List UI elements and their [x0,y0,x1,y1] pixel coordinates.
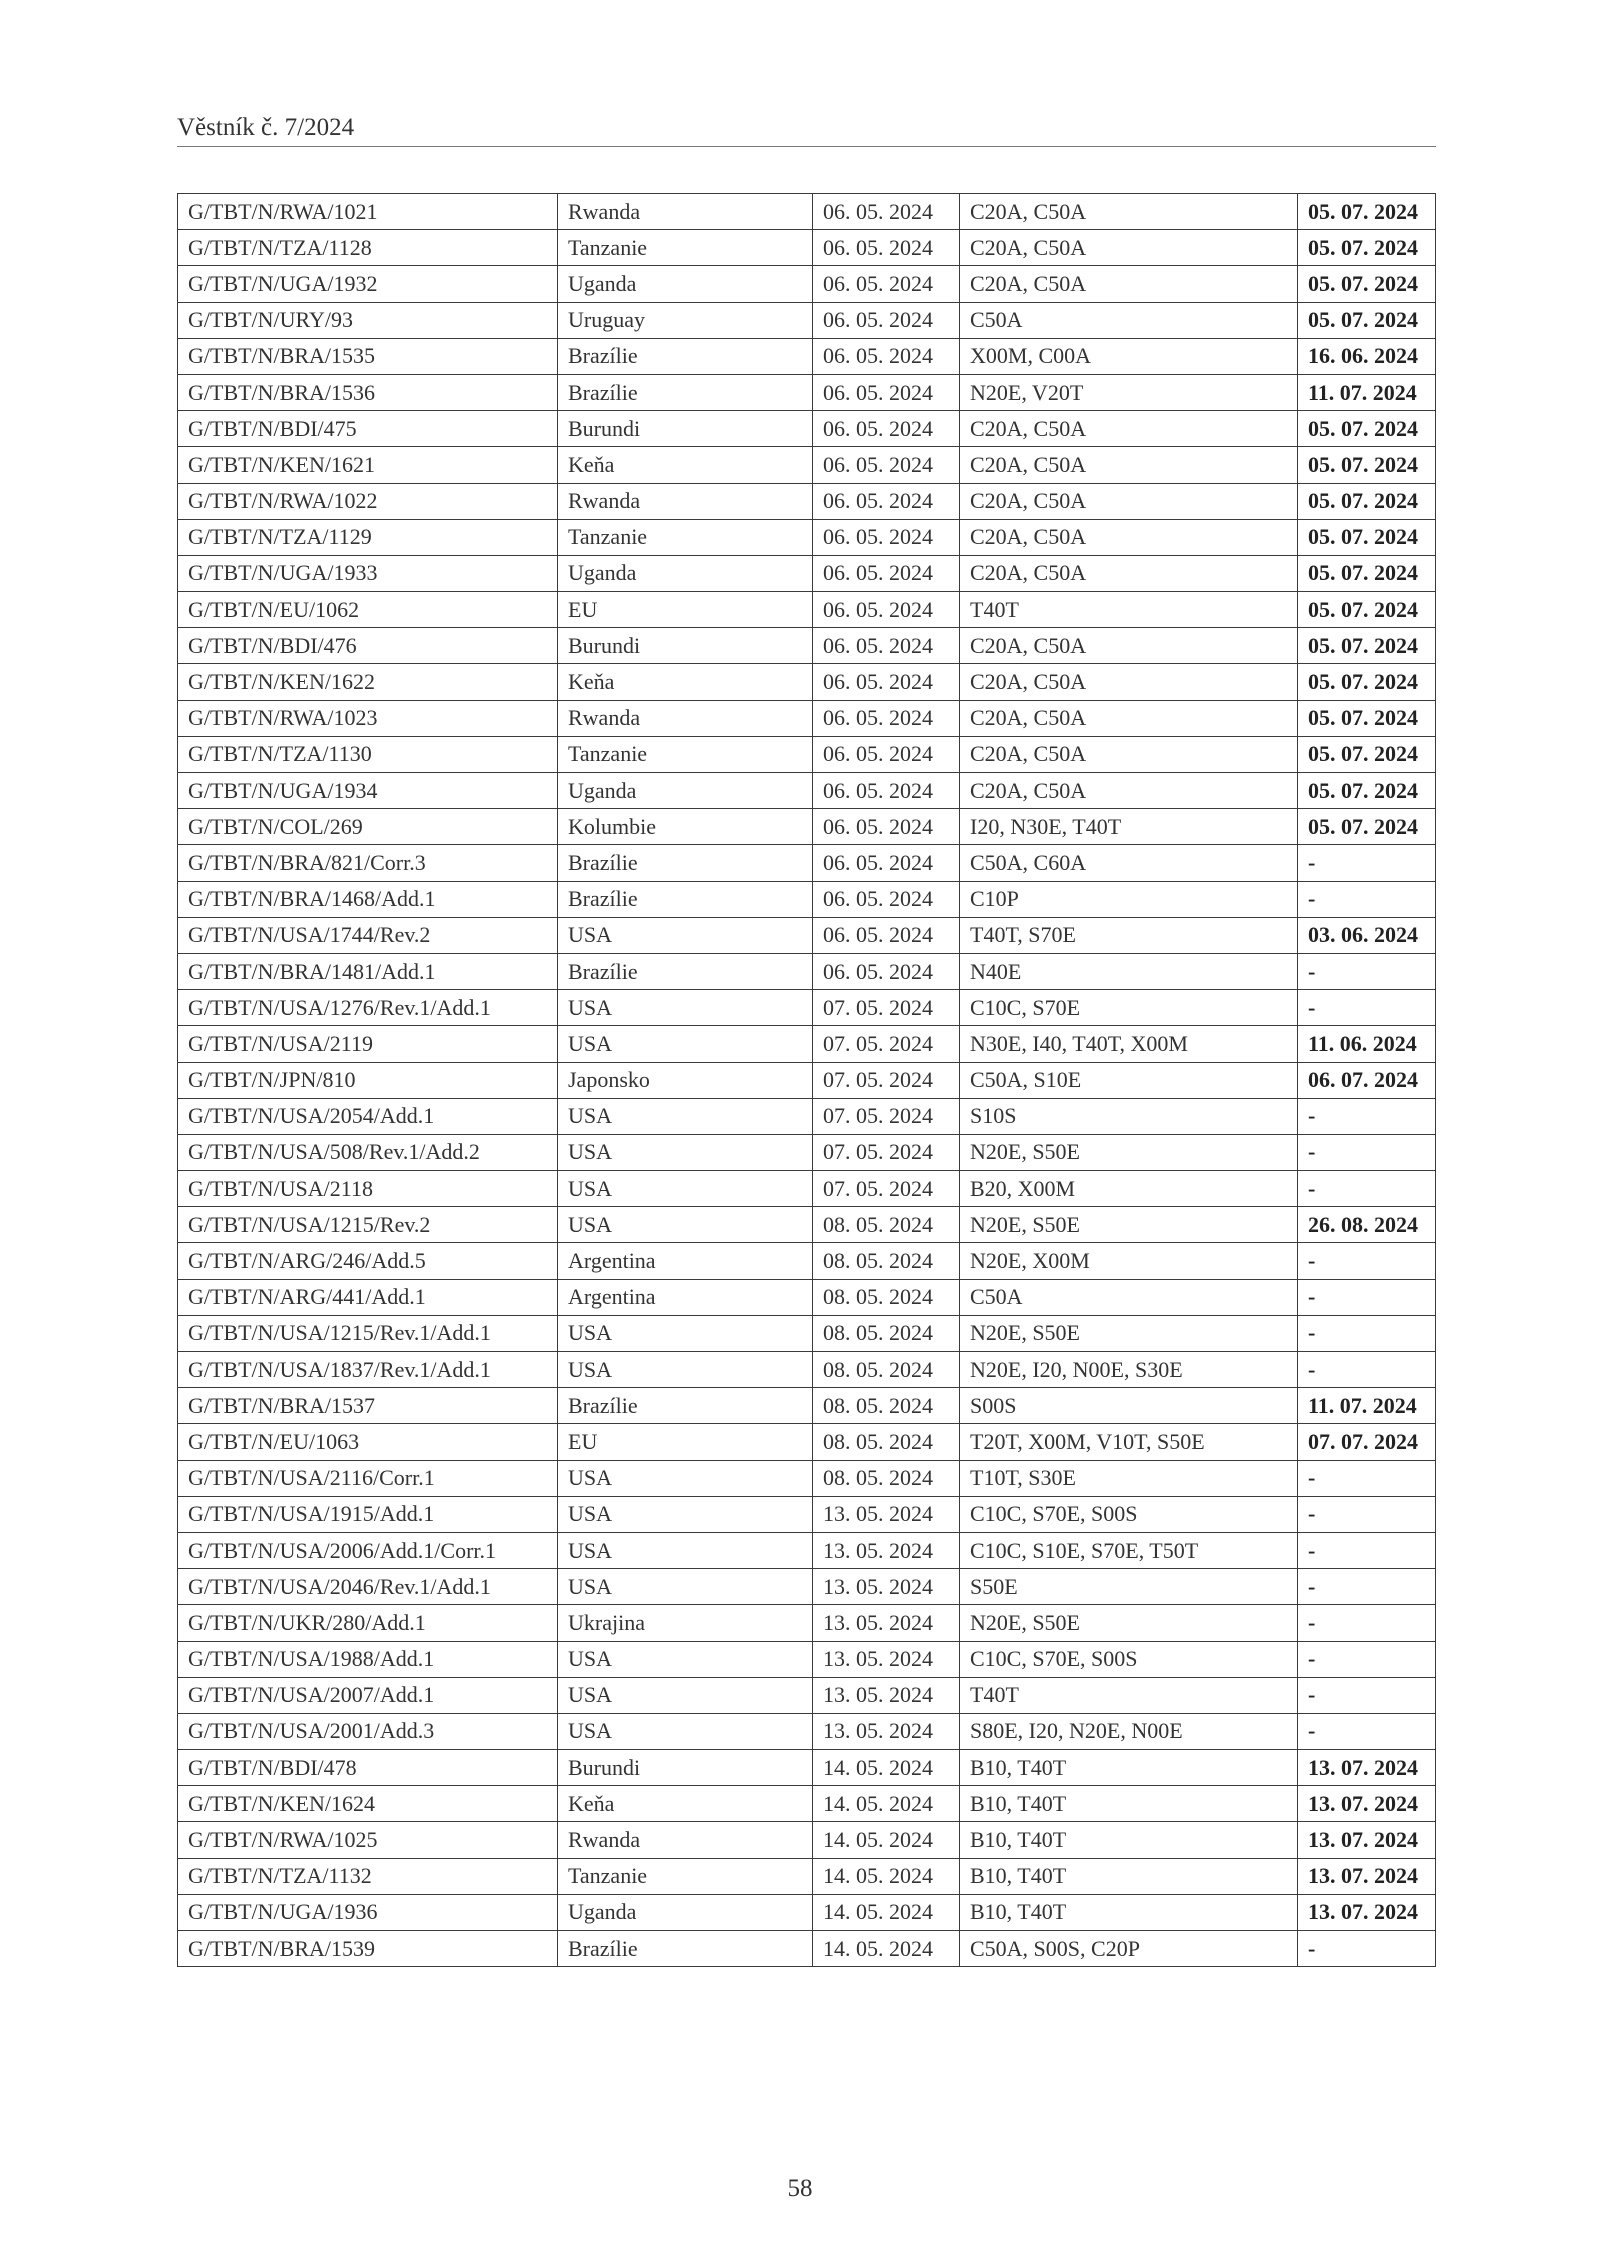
ics-codes-cell: C20A, C50A [960,664,1298,700]
date-cell: 13. 05. 2024 [813,1677,960,1713]
table-row [178,1894,1436,1930]
country-cell: Burundi [558,1750,813,1786]
deadline-cell: 05. 07. 2024 [1298,809,1436,845]
deadline-cell: - [1298,1352,1436,1388]
country-cell: Japonsko [558,1062,813,1098]
ics-codes-cell: N20E, S50E [960,1207,1298,1243]
date-cell: 06. 05. 2024 [813,230,960,266]
ics-codes-cell: B10, T40T [960,1750,1298,1786]
deadline-cell: 13. 07. 2024 [1298,1858,1436,1894]
notification-code-cell: G/TBT/N/KEN/1622 [178,664,558,700]
notification-code-cell: G/TBT/N/EU/1063 [178,1424,558,1460]
notification-code-cell: G/TBT/N/BRA/1539 [178,1931,558,1967]
date-cell: 13. 05. 2024 [813,1713,960,1749]
notification-code-cell: G/TBT/N/JPN/810 [178,1062,558,1098]
table-row [178,338,1436,374]
deadline-cell: 05. 07. 2024 [1298,519,1436,555]
date-cell: 06. 05. 2024 [813,194,960,230]
notification-code-cell: G/TBT/N/KEN/1624 [178,1786,558,1822]
deadline-cell: 11. 07. 2024 [1298,1388,1436,1424]
date-cell: 14. 05. 2024 [813,1931,960,1967]
date-cell: 06. 05. 2024 [813,845,960,881]
date-cell: 06. 05. 2024 [813,338,960,374]
table-row [178,1532,1436,1568]
notification-code-cell: G/TBT/N/UGA/1934 [178,773,558,809]
date-cell: 08. 05. 2024 [813,1279,960,1315]
date-cell: 08. 05. 2024 [813,1243,960,1279]
notification-code-cell: G/TBT/N/USA/2054/Add.1 [178,1098,558,1134]
date-cell: 07. 05. 2024 [813,1171,960,1207]
ics-codes-cell: C20A, C50A [960,194,1298,230]
ics-codes-cell: N30E, I40, T40T, X00M [960,1026,1298,1062]
ics-codes-cell: C10C, S70E, S00S [960,1641,1298,1677]
table-row [178,411,1436,447]
table-row [178,917,1436,953]
notification-code-cell: G/TBT/N/TZA/1132 [178,1858,558,1894]
table-row [178,1822,1436,1858]
date-cell: 06. 05. 2024 [813,555,960,591]
deadline-cell: - [1298,1713,1436,1749]
date-cell: 06. 05. 2024 [813,411,960,447]
deadline-cell: 05. 07. 2024 [1298,773,1436,809]
notification-code-cell: G/TBT/N/BRA/1535 [178,338,558,374]
notification-code-cell: G/TBT/N/RWA/1022 [178,483,558,519]
table-row [178,1134,1436,1170]
ics-codes-cell: S10S [960,1098,1298,1134]
date-cell: 08. 05. 2024 [813,1207,960,1243]
notification-code-cell: G/TBT/N/URY/93 [178,302,558,338]
country-cell: Tanzanie [558,519,813,555]
country-cell: USA [558,990,813,1026]
ics-codes-cell: S80E, I20, N20E, N00E [960,1713,1298,1749]
notification-code-cell: G/TBT/N/USA/1744/Rev.2 [178,917,558,953]
table-row [178,1098,1436,1134]
country-cell: EU [558,1424,813,1460]
notification-code-cell: G/TBT/N/UGA/1936 [178,1894,558,1930]
notification-code-cell: G/TBT/N/USA/1988/Add.1 [178,1641,558,1677]
deadline-cell: 05. 07. 2024 [1298,700,1436,736]
table-row [178,1279,1436,1315]
table-row [178,230,1436,266]
deadline-cell: - [1298,953,1436,989]
ics-codes-cell: B10, T40T [960,1822,1298,1858]
country-cell: Uruguay [558,302,813,338]
ics-codes-cell: N20E, V20T [960,374,1298,410]
date-cell: 06. 05. 2024 [813,447,960,483]
deadline-cell: - [1298,1134,1436,1170]
date-cell: 13. 05. 2024 [813,1532,960,1568]
deadline-cell: 05. 07. 2024 [1298,664,1436,700]
table-row [178,1315,1436,1351]
country-cell: Brazílie [558,338,813,374]
deadline-cell: 03. 06. 2024 [1298,917,1436,953]
table-row [178,881,1436,917]
notifications-table [177,193,1436,1967]
table-row [178,736,1436,772]
table-row [178,845,1436,881]
country-cell: Burundi [558,411,813,447]
table-row [178,1207,1436,1243]
table-row [178,1062,1436,1098]
deadline-cell: - [1298,1677,1436,1713]
ics-codes-cell: C50A [960,1279,1298,1315]
country-cell: Argentina [558,1243,813,1279]
country-cell: Uganda [558,555,813,591]
country-cell: USA [558,1098,813,1134]
country-cell: USA [558,1677,813,1713]
table-row [178,1786,1436,1822]
date-cell: 06. 05. 2024 [813,483,960,519]
country-cell: Rwanda [558,1822,813,1858]
country-cell: USA [558,1026,813,1062]
country-cell: Uganda [558,266,813,302]
ics-codes-cell: S00S [960,1388,1298,1424]
table-row [178,1569,1436,1605]
deadline-cell: - [1298,1605,1436,1641]
date-cell: 07. 05. 2024 [813,990,960,1026]
ics-codes-cell: N20E, S50E [960,1134,1298,1170]
table-row [178,628,1436,664]
deadline-cell: - [1298,1532,1436,1568]
deadline-cell: 05. 07. 2024 [1298,555,1436,591]
ics-codes-cell: C20A, C50A [960,519,1298,555]
table-row [178,1713,1436,1749]
date-cell: 06. 05. 2024 [813,773,960,809]
date-cell: 14. 05. 2024 [813,1822,960,1858]
date-cell: 06. 05. 2024 [813,592,960,628]
table-row [178,266,1436,302]
table-row [178,773,1436,809]
table-row [178,1931,1436,1967]
notification-code-cell: G/TBT/N/BRA/1481/Add.1 [178,953,558,989]
country-cell: USA [558,1569,813,1605]
ics-codes-cell: C50A, S10E [960,1062,1298,1098]
country-cell: Brazílie [558,845,813,881]
notification-code-cell: G/TBT/N/UGA/1932 [178,266,558,302]
notification-code-cell: G/TBT/N/ARG/441/Add.1 [178,1279,558,1315]
deadline-cell: 05. 07. 2024 [1298,194,1436,230]
deadline-cell: 06. 07. 2024 [1298,1062,1436,1098]
date-cell: 07. 05. 2024 [813,1134,960,1170]
notification-code-cell: G/TBT/N/USA/2119 [178,1026,558,1062]
table-row [178,809,1436,845]
deadline-cell: 16. 06. 2024 [1298,338,1436,374]
table-row [178,1171,1436,1207]
table-row [178,1352,1436,1388]
country-cell: Tanzanie [558,230,813,266]
notification-code-cell: G/TBT/N/BRA/1468/Add.1 [178,881,558,917]
ics-codes-cell: N20E, S50E [960,1605,1298,1641]
date-cell: 08. 05. 2024 [813,1352,960,1388]
table-row [178,1026,1436,1062]
notification-code-cell: G/TBT/N/TZA/1128 [178,230,558,266]
table-row [178,302,1436,338]
country-cell: Ukrajina [558,1605,813,1641]
ics-codes-cell: N20E, I20, N00E, S30E [960,1352,1298,1388]
date-cell: 06. 05. 2024 [813,700,960,736]
date-cell: 14. 05. 2024 [813,1750,960,1786]
notification-code-cell: G/TBT/N/USA/1276/Rev.1/Add.1 [178,990,558,1026]
ics-codes-cell: B10, T40T [960,1894,1298,1930]
table-row [178,1641,1436,1677]
date-cell: 14. 05. 2024 [813,1894,960,1930]
country-cell: USA [558,1713,813,1749]
table-row [178,953,1436,989]
country-cell: Kolumbie [558,809,813,845]
table-row [178,1424,1436,1460]
deadline-cell: - [1298,1315,1436,1351]
deadline-cell: 05. 07. 2024 [1298,266,1436,302]
notification-code-cell: G/TBT/N/ARG/246/Add.5 [178,1243,558,1279]
deadline-cell: 13. 07. 2024 [1298,1750,1436,1786]
country-cell: Brazílie [558,881,813,917]
notification-code-cell: G/TBT/N/USA/2046/Rev.1/Add.1 [178,1569,558,1605]
notification-code-cell: G/TBT/N/USA/2007/Add.1 [178,1677,558,1713]
date-cell: 08. 05. 2024 [813,1388,960,1424]
country-cell: Rwanda [558,194,813,230]
table-row [178,1460,1436,1496]
ics-codes-cell: C20A, C50A [960,628,1298,664]
deadline-cell: 05. 07. 2024 [1298,411,1436,447]
notification-code-cell: G/TBT/N/RWA/1025 [178,1822,558,1858]
date-cell: 07. 05. 2024 [813,1098,960,1134]
country-cell: Tanzanie [558,1858,813,1894]
notification-code-cell: G/TBT/N/TZA/1129 [178,519,558,555]
ics-codes-cell: B20, X00M [960,1171,1298,1207]
date-cell: 06. 05. 2024 [813,302,960,338]
deadline-cell: 05. 07. 2024 [1298,592,1436,628]
country-cell: EU [558,592,813,628]
date-cell: 06. 05. 2024 [813,736,960,772]
deadline-cell: - [1298,845,1436,881]
country-cell: Brazílie [558,953,813,989]
page-header [177,110,1436,147]
ics-codes-cell: C20A, C50A [960,447,1298,483]
date-cell: 06. 05. 2024 [813,881,960,917]
country-cell: USA [558,1315,813,1351]
date-cell: 14. 05. 2024 [813,1786,960,1822]
deadline-cell: - [1298,1931,1436,1967]
notification-code-cell: G/TBT/N/BDI/478 [178,1750,558,1786]
country-cell: USA [558,917,813,953]
ics-codes-cell: N20E, X00M [960,1243,1298,1279]
country-cell: Uganda [558,773,813,809]
notification-code-cell: G/TBT/N/EU/1062 [178,592,558,628]
deadline-cell: 05. 07. 2024 [1298,302,1436,338]
date-cell: 14. 05. 2024 [813,1858,960,1894]
ics-codes-cell: T10T, S30E [960,1460,1298,1496]
ics-codes-cell: C20A, C50A [960,230,1298,266]
deadline-cell: - [1298,1243,1436,1279]
ics-codes-cell: C20A, C50A [960,700,1298,736]
deadline-cell: 11. 06. 2024 [1298,1026,1436,1062]
notification-code-cell: G/TBT/N/RWA/1021 [178,194,558,230]
table-row [178,374,1436,410]
notification-code-cell: G/TBT/N/BDI/475 [178,411,558,447]
notification-code-cell: G/TBT/N/BRA/1536 [178,374,558,410]
notification-code-cell: G/TBT/N/USA/2006/Add.1/Corr.1 [178,1532,558,1568]
ics-codes-cell: C10C, S70E, S00S [960,1496,1298,1532]
ics-codes-cell: C10C, S10E, S70E, T50T [960,1532,1298,1568]
country-cell: Uganda [558,1894,813,1930]
table-row [178,1243,1436,1279]
deadline-cell: 13. 07. 2024 [1298,1786,1436,1822]
deadline-cell: 11. 07. 2024 [1298,374,1436,410]
deadline-cell: 05. 07. 2024 [1298,483,1436,519]
country-cell: Rwanda [558,700,813,736]
table-row [178,664,1436,700]
table-row [178,1858,1436,1894]
ics-codes-cell: C10C, S70E [960,990,1298,1026]
country-cell: Brazílie [558,1388,813,1424]
table-row [178,1496,1436,1532]
ics-codes-cell: C20A, C50A [960,266,1298,302]
country-cell: Rwanda [558,483,813,519]
deadline-cell: 07. 07. 2024 [1298,1424,1436,1460]
ics-codes-cell: I20, N30E, T40T [960,809,1298,845]
country-cell: Brazílie [558,374,813,410]
country-cell: Argentina [558,1279,813,1315]
deadline-cell: 05. 07. 2024 [1298,230,1436,266]
notification-code-cell: G/TBT/N/USA/1915/Add.1 [178,1496,558,1532]
table-row [178,447,1436,483]
country-cell: USA [558,1532,813,1568]
ics-codes-cell: B10, T40T [960,1858,1298,1894]
notification-code-cell: G/TBT/N/RWA/1023 [178,700,558,736]
country-cell: USA [558,1641,813,1677]
table-row [178,483,1436,519]
country-cell: USA [558,1207,813,1243]
deadline-cell: 05. 07. 2024 [1298,447,1436,483]
date-cell: 07. 05. 2024 [813,1026,960,1062]
ics-codes-cell: C20A, C50A [960,483,1298,519]
journal-title: Věstník č. 7/2024 [177,114,355,141]
table-row [178,555,1436,591]
country-cell: Tanzanie [558,736,813,772]
ics-codes-cell: N40E [960,953,1298,989]
date-cell: 06. 05. 2024 [813,809,960,845]
ics-codes-cell: C20A, C50A [960,736,1298,772]
ics-codes-cell: C20A, C50A [960,773,1298,809]
country-cell: USA [558,1352,813,1388]
ics-codes-cell: N20E, S50E [960,1315,1298,1351]
deadline-cell: - [1298,1569,1436,1605]
table-row [178,1750,1436,1786]
ics-codes-cell: C10P [960,881,1298,917]
date-cell: 06. 05. 2024 [813,374,960,410]
notification-code-cell: G/TBT/N/USA/2116/Corr.1 [178,1460,558,1496]
deadline-cell: 13. 07. 2024 [1298,1894,1436,1930]
country-cell: Keňa [558,447,813,483]
ics-codes-cell: T40T, S70E [960,917,1298,953]
table-row [178,194,1436,230]
country-cell: USA [558,1496,813,1532]
date-cell: 06. 05. 2024 [813,953,960,989]
date-cell: 06. 05. 2024 [813,917,960,953]
country-cell: Brazílie [558,1931,813,1967]
date-cell: 13. 05. 2024 [813,1569,960,1605]
notification-code-cell: G/TBT/N/KEN/1621 [178,447,558,483]
ics-codes-cell: X00M, C00A [960,338,1298,374]
deadline-cell: - [1298,1496,1436,1532]
date-cell: 07. 05. 2024 [813,1062,960,1098]
notification-code-cell: G/TBT/N/USA/1837/Rev.1/Add.1 [178,1352,558,1388]
ics-codes-cell: T40T [960,1677,1298,1713]
country-cell: Burundi [558,628,813,664]
deadline-cell: - [1298,1171,1436,1207]
date-cell: 06. 05. 2024 [813,628,960,664]
deadline-cell: 05. 07. 2024 [1298,736,1436,772]
notification-code-cell: G/TBT/N/TZA/1130 [178,736,558,772]
deadline-cell: - [1298,1641,1436,1677]
country-cell: USA [558,1171,813,1207]
deadline-cell: - [1298,1098,1436,1134]
ics-codes-cell: T40T [960,592,1298,628]
table-row [178,700,1436,736]
date-cell: 13. 05. 2024 [813,1641,960,1677]
notification-code-cell: G/TBT/N/USA/2118 [178,1171,558,1207]
deadline-cell: - [1298,1460,1436,1496]
table-row [178,1677,1436,1713]
deadline-cell: - [1298,990,1436,1026]
notification-code-cell: G/TBT/N/COL/269 [178,809,558,845]
date-cell: 08. 05. 2024 [813,1424,960,1460]
notification-code-cell: G/TBT/N/BDI/476 [178,628,558,664]
ics-codes-cell: C50A, C60A [960,845,1298,881]
table-row [178,990,1436,1026]
page-number: 58 [787,2175,813,2202]
country-cell: USA [558,1460,813,1496]
ics-codes-cell: C20A, C50A [960,555,1298,591]
notification-code-cell: G/TBT/N/USA/2001/Add.3 [178,1713,558,1749]
ics-codes-cell: C50A [960,302,1298,338]
ics-codes-cell: B10, T40T [960,1786,1298,1822]
date-cell: 06. 05. 2024 [813,266,960,302]
deadline-cell: - [1298,1279,1436,1315]
country-cell: Keňa [558,664,813,700]
date-cell: 13. 05. 2024 [813,1496,960,1532]
notification-code-cell: G/TBT/N/USA/1215/Rev.1/Add.1 [178,1315,558,1351]
table-row [178,519,1436,555]
table-body [178,194,1436,1967]
date-cell: 06. 05. 2024 [813,519,960,555]
date-cell: 08. 05. 2024 [813,1315,960,1351]
ics-codes-cell: C50A, S00S, C20P [960,1931,1298,1967]
notification-code-cell: G/TBT/N/UKR/280/Add.1 [178,1605,558,1641]
date-cell: 13. 05. 2024 [813,1605,960,1641]
date-cell: 06. 05. 2024 [813,664,960,700]
ics-codes-cell: C20A, C50A [960,411,1298,447]
notification-code-cell: G/TBT/N/BRA/821/Corr.3 [178,845,558,881]
ics-codes-cell: S50E [960,1569,1298,1605]
table-row [178,1605,1436,1641]
notification-code-cell: G/TBT/N/UGA/1933 [178,555,558,591]
deadline-cell: 13. 07. 2024 [1298,1822,1436,1858]
notification-code-cell: G/TBT/N/USA/1215/Rev.2 [178,1207,558,1243]
table-row [178,592,1436,628]
country-cell: Keňa [558,1786,813,1822]
deadline-cell: 05. 07. 2024 [1298,628,1436,664]
deadline-cell: 26. 08. 2024 [1298,1207,1436,1243]
country-cell: USA [558,1134,813,1170]
notification-code-cell: G/TBT/N/BRA/1537 [178,1388,558,1424]
ics-codes-cell: T20T, X00M, V10T, S50E [960,1424,1298,1460]
table-row [178,1388,1436,1424]
deadline-cell: - [1298,881,1436,917]
date-cell: 08. 05. 2024 [813,1460,960,1496]
notification-code-cell: G/TBT/N/USA/508/Rev.1/Add.2 [178,1134,558,1170]
